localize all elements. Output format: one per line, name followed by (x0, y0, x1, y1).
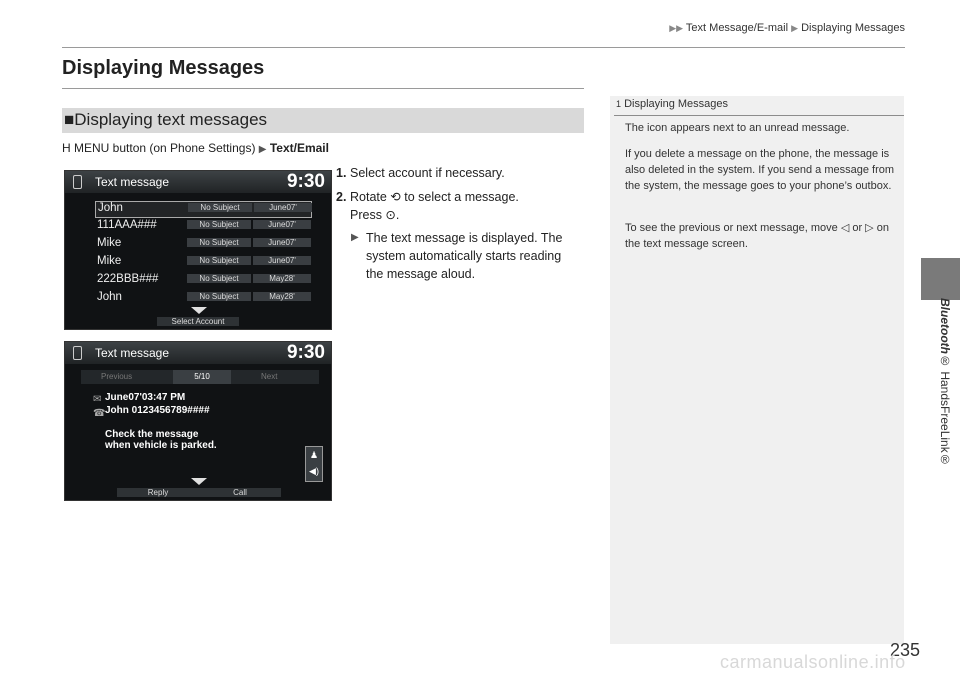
person-icon: ☎ (93, 408, 106, 419)
read-aloud-icon[interactable]: ♟ ◀) (305, 446, 323, 482)
title-divider (62, 88, 584, 89)
page-title: Displaying Messages (62, 57, 265, 79)
step-number: 1. (336, 166, 347, 180)
note-title-text: Displaying Messages (624, 98, 729, 110)
subject: No Subject (187, 256, 251, 265)
date: May28' (253, 292, 311, 301)
breadcrumb (640, 22, 905, 34)
tab-count: 5/10 (173, 370, 231, 384)
step-result: The text message is displayed. The system automatically starts reading the message aloud. (366, 231, 563, 281)
note-paragraph-3: To see the previous or next message, move ◁ or ▷ on the text message screen. (625, 222, 889, 250)
note-paragraph-2: If you delete a message on the phone, the message is also deleted in the system. If you send a message from the system, the message goes to your phone’s outbox. (625, 148, 895, 192)
screen-clock: 9:30 (286, 171, 325, 192)
message-sender: John 0123456789#### (105, 405, 210, 416)
list-item[interactable] (95, 237, 310, 252)
result-arrow-icon: ▶ (351, 232, 359, 243)
list-item[interactable] (95, 255, 310, 270)
step-text-2: Press ⊙. (350, 208, 400, 222)
breadcrumb-part2: Displaying Messages (801, 22, 905, 34)
page-number: 235 (890, 640, 921, 660)
call-button[interactable]: Call (199, 488, 281, 497)
step-text: Rotate ⟲ to select a message. (350, 190, 519, 204)
home-icon: H (62, 141, 71, 155)
chapter-tab (921, 258, 960, 300)
tab-next[interactable]: Next (261, 372, 278, 381)
reply-button[interactable]: Reply (117, 488, 199, 497)
message-body-line2: when vehicle is parked. (105, 440, 217, 451)
path-start: MENU button (on Phone Settings) (74, 141, 256, 155)
top-divider (62, 47, 905, 48)
sender-name: John (97, 291, 122, 303)
note-divider (614, 115, 904, 116)
list-item[interactable] (95, 219, 310, 234)
subject: No Subject (187, 238, 251, 247)
section-title: ■Displaying text messages (64, 110, 268, 129)
scroll-down-icon (191, 478, 207, 485)
date: June07' (254, 203, 312, 212)
date: June07' (253, 256, 311, 265)
note-icon: 1 (616, 99, 622, 109)
note-paragraph-1: The icon appears next to an unread message. (625, 122, 850, 134)
select-account-button[interactable]: Select Account (157, 317, 239, 326)
sender-name: 222BBB### (97, 273, 159, 285)
chevron-right-icon: ▶ (791, 23, 798, 33)
chevron-right-icon: ▶▶ (669, 23, 684, 33)
date: June07' (253, 220, 311, 229)
sender-name: Mike (97, 237, 122, 249)
breadcrumb-part1[interactable]: Text Message/E-mail (685, 22, 789, 34)
screen-clock: 9:30 (286, 342, 325, 363)
list-item[interactable] (95, 201, 312, 218)
step-number: 2. (336, 190, 347, 204)
screen-title: Text message (95, 175, 170, 189)
chapter-label (930, 298, 952, 468)
chapter-brand: Bluetooth (938, 298, 952, 354)
screen-header (65, 171, 331, 193)
arrow-right-icon: ▶ (258, 144, 267, 155)
message-tab-bar (81, 370, 319, 384)
sender-name: 111AAA### (97, 219, 157, 231)
scroll-down-icon (191, 307, 207, 314)
step-1 (336, 164, 580, 182)
screen-message-list (64, 170, 332, 330)
sender-name: John (98, 202, 123, 214)
message-icon: ✉ (93, 394, 102, 405)
list-item[interactable] (95, 273, 310, 288)
screen-message-detail (64, 341, 332, 501)
sender-name: Mike (97, 255, 122, 267)
phone-icon (73, 175, 82, 189)
phone-icon (73, 346, 82, 360)
date: May28' (253, 274, 311, 283)
message-datetime: June07'03:47 PM (105, 392, 186, 403)
watermark: carmanualsonline.info (720, 652, 906, 672)
menu-path (62, 141, 329, 155)
chapter-rest: ® HandsFreeLink® (938, 354, 952, 467)
subject: No Subject (187, 220, 251, 229)
note-title (616, 98, 728, 110)
subject: No Subject (187, 292, 251, 301)
step-text: Select account if necessary. (350, 166, 505, 180)
subject: No Subject (187, 274, 251, 283)
date: June07' (253, 238, 311, 247)
message-body-line1: Check the message (105, 429, 199, 440)
list-item[interactable] (95, 291, 310, 306)
tab-previous[interactable]: Previous (101, 372, 133, 381)
screen-header (65, 342, 331, 364)
step-2 (336, 188, 580, 224)
path-end: Text/Email (269, 141, 329, 155)
subject: No Subject (188, 203, 252, 212)
screen-title: Text message (95, 346, 170, 360)
